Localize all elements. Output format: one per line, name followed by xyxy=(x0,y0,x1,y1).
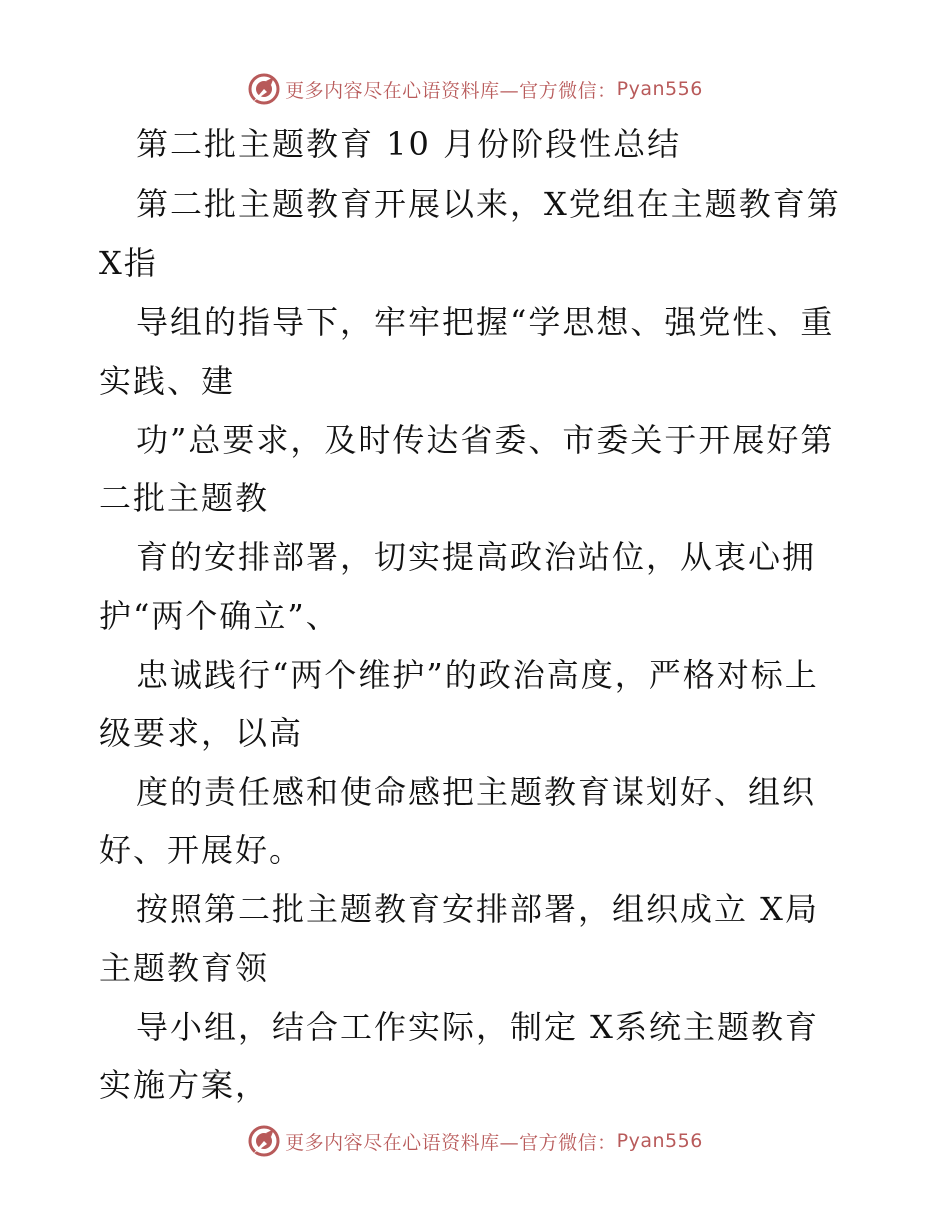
text-line: 第二批主题教育开展以来，X党组在主题教育第 xyxy=(136,185,841,223)
text-line: 忠诚践行“两个维护”的政治高度，严格对标上 xyxy=(136,656,819,694)
watermark-code: Pyan556 xyxy=(616,1130,703,1152)
text-line: 好、开展好。 xyxy=(99,831,304,869)
watermark-text: 更多内容尽在心语资料库—官方微信： xyxy=(285,1131,617,1154)
pen-circle-logo-icon xyxy=(247,72,281,106)
text-line: 导小组，结合工作实际，制定 X系统主题教育 xyxy=(136,1008,819,1046)
pen-circle-logo-icon xyxy=(247,1124,281,1158)
text-line: 实施方案， xyxy=(99,1066,270,1104)
text-line: 主题教育领 xyxy=(99,949,270,987)
text-line: 二批主题教 xyxy=(99,479,270,517)
text-line: 实践、建 xyxy=(99,362,236,400)
text-line: 功”总要求，及时传达省委、市委关于开展好第 xyxy=(136,421,835,459)
document-title: 第二批主题教育 10 月份阶段性总结 xyxy=(136,125,682,163)
text-line: 度的责任感和使命感把主题教育谋划好、组织 xyxy=(136,773,817,811)
text-line: 护“两个确立”、 xyxy=(99,597,340,635)
text-line: 按照第二批主题教育安排部署，组织成立 X局 xyxy=(136,890,819,928)
footer-watermark xyxy=(0,1124,950,1158)
text-line: 育的安排部署，切实提高政治站位，从衷心拥 xyxy=(136,538,817,576)
watermark-text: 更多内容尽在心语资料库—官方微信： xyxy=(285,79,617,102)
header-watermark xyxy=(0,72,950,106)
text-line: X指 xyxy=(99,244,158,282)
text-line: 导组的指导下，牢牢把握“学思想、强党性、重 xyxy=(136,303,835,341)
text-line: 级要求，以高 xyxy=(99,714,304,752)
watermark-code: Pyan556 xyxy=(616,78,703,100)
